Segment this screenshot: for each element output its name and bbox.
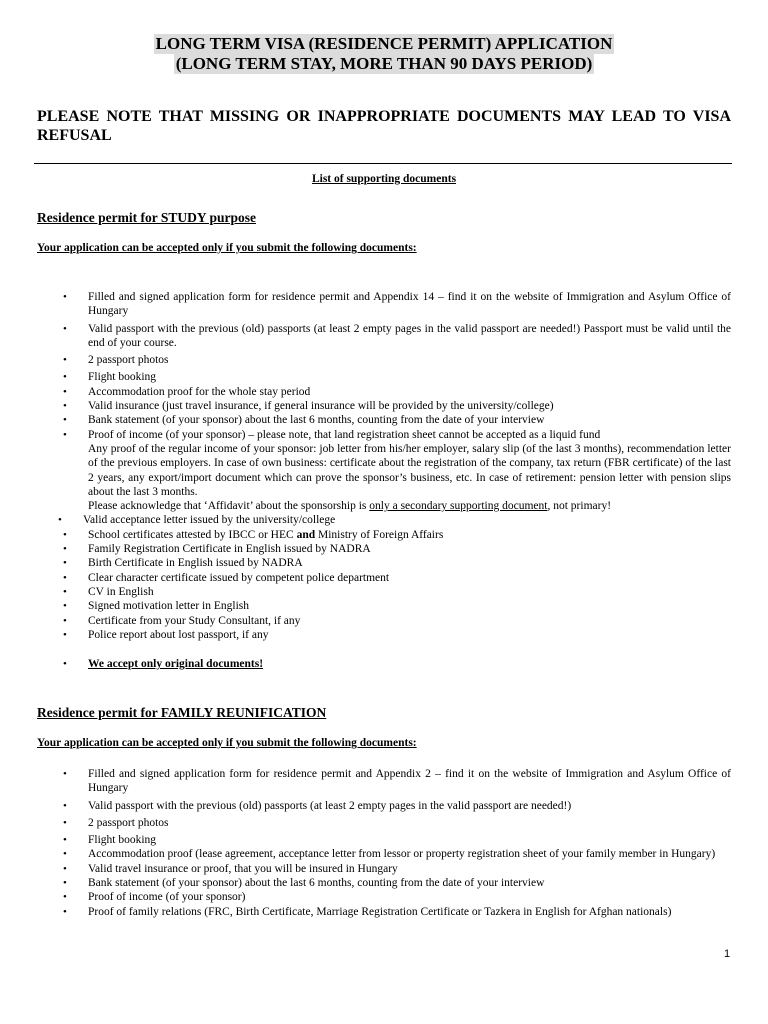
income-line-1: Proof of income (of your sponsor) – please note, that land registration sheet cannot be accepted as a liquid fund [88, 428, 601, 441]
list-item [0, 542, 768, 556]
list-item-bold: and [296, 528, 316, 541]
list-item-text: Flight booking [88, 371, 157, 384]
family-document-list [0, 767, 768, 919]
bullet-icon: • [63, 816, 67, 829]
list-item [0, 767, 768, 796]
study-section-note: Your application can be accepted only if you submit the following documents: [37, 242, 417, 254]
study-section-heading: Residence permit for STUDY purpose [37, 210, 256, 225]
bullet-icon: • [63, 862, 67, 875]
bullet-icon: • [63, 371, 67, 384]
page-number: 1 [724, 948, 731, 960]
bullet-icon: • [63, 414, 67, 427]
bullet-icon: • [63, 557, 67, 570]
list-item-text: Valid travel insurance or proof, that you will be insured in Hungary [88, 862, 398, 875]
bullet-icon: • [63, 322, 67, 335]
list-item-text: Ministry of Foreign Affairs [315, 528, 444, 541]
income-line-3 [88, 499, 731, 513]
list-title: List of supporting documents [311, 173, 457, 185]
list-item-text: Accommodation proof (lease agreement, acceptance letter from lessor or property registration sheet of your family member in Hungary) [88, 848, 716, 861]
list-item [0, 890, 768, 904]
list-item-text: Valid insurance (just travel insurance, if general insurance will be provided by the university/college) [88, 400, 554, 413]
original-documents-note: We accept only original documents! [88, 658, 264, 671]
list-item [0, 862, 768, 876]
list-item [0, 876, 768, 890]
list-item-text: Bank statement (of your sponsor) about the last 6 months, counting from the date of your interview [88, 414, 545, 427]
list-item-text: Valid acceptance letter issued by the university/college [83, 514, 336, 527]
list-item [0, 628, 768, 642]
list-item-text: Signed motivation letter in English [88, 600, 249, 613]
list-item [0, 528, 768, 542]
list-item [0, 571, 768, 585]
list-item [0, 370, 768, 384]
list-item [0, 322, 768, 351]
list-item-income [0, 428, 768, 514]
bullet-icon: • [63, 543, 67, 556]
income-note-end: , not primary! [547, 500, 612, 513]
horizontal-divider [34, 163, 732, 164]
list-item-text: Clear character certificate issued by competent police department [88, 571, 390, 584]
study-document-list [0, 290, 768, 671]
list-item-text: School certificates attested by IBCC or HEC [88, 528, 297, 541]
list-item-text: Proof of income (of your sponsor) [88, 891, 246, 904]
list-item-text: Proof of family relations (FRC, Birth Certificate, Marriage Registration Certificate or Tazkera in English for Afghan nationals) [88, 905, 672, 918]
bullet-icon: • [63, 628, 67, 641]
list-item [0, 413, 768, 427]
bullet-icon: • [63, 658, 67, 671]
list-item [0, 847, 768, 861]
bullet-icon: • [63, 354, 67, 367]
list-item [0, 290, 768, 319]
list-item-text: Police report about lost passport, if any [88, 628, 269, 641]
title-line-2: (LONG TERM STAY, MORE THAN 90 DAYS PERIOD) [175, 54, 593, 73]
list-item-text: Valid passport with the previous (old) passports (at least 2 empty pages in the valid passport are needed!) Passport must be valid until the end of your course. [88, 322, 731, 349]
bullet-icon: • [63, 571, 67, 584]
bullet-icon: • [63, 834, 67, 847]
bullet-icon: • [63, 905, 67, 918]
family-section-heading: Residence permit for FAMILY REUNIFICATION [37, 705, 327, 720]
list-item-text: Flight booking [88, 834, 157, 847]
bullet-icon: • [63, 891, 67, 904]
list-item-text: Valid passport with the previous (old) passports (at least 2 empty pages in the valid passport are needed!) [88, 799, 572, 812]
list-item-original [0, 657, 768, 671]
income-note-emphasis: only a secondary supporting document [369, 500, 548, 513]
list-item-text: Birth Certificate in English issued by NADRA [88, 557, 303, 570]
bullet-icon: • [63, 799, 67, 812]
list-item [0, 799, 768, 813]
list-item-text: CV in English [88, 585, 154, 598]
bullet-icon: • [63, 877, 67, 890]
list-item-text: Family Registration Certificate in English issued by NADRA [88, 543, 371, 556]
bullet-icon: • [63, 585, 67, 598]
bullet-icon: • [63, 528, 67, 541]
list-item-text: Certificate from your Study Consultant, if any [88, 614, 301, 627]
bullet-icon: • [58, 514, 62, 527]
list-item-text: 2 passport photos [88, 816, 169, 829]
income-line-2: Any proof of the regular income of your sponsor: job letter from his/her employer, salary slip (of the last 3 months), recommendation letter of the previous employers. In case of own business: certificate about the registration of the company, tax return (FBR certificate) of the last 2 years, any export/import document which can prove the sponsor’s business, etc. In case of retirement: pension letter with pension slips about the last 3 months. [88, 442, 731, 498]
list-item [0, 833, 768, 847]
list-item [0, 614, 768, 628]
bullet-icon: • [63, 400, 67, 413]
list-item [0, 556, 768, 570]
bullet-icon: • [63, 614, 67, 627]
list-item [0, 353, 768, 367]
bullet-icon: • [63, 291, 67, 303]
title-line-1: LONG TERM VISA (RESIDENCE PERMIT) APPLICATION [155, 34, 613, 53]
list-item [0, 399, 768, 413]
list-item-text: 2 passport photos [88, 354, 169, 367]
income-note-text: Please acknowledge that ‘Affidavit’ about the sponsorship is [88, 500, 370, 513]
list-item-text: Filled and signed application form for residence permit and Appendix 14 – find it on the website of Immigration and Asylum Office of Hungary [88, 291, 731, 318]
list-item [0, 816, 768, 830]
list-item-text: Accommodation proof for the whole stay period [88, 385, 311, 398]
list-item [0, 599, 768, 613]
refusal-warning: PLEASE NOTE THAT MISSING OR INAPPROPRIATE DOCUMENTS MAY LEAD TO VISA REFUSAL [37, 108, 731, 144]
list-item-text: Bank statement (of your sponsor) about the last 6 months, counting from the date of your interview [88, 877, 545, 890]
bullet-icon: • [63, 385, 67, 398]
bullet-icon: • [63, 848, 67, 861]
bullet-icon: • [63, 428, 67, 441]
list-item [0, 905, 768, 919]
list-item [0, 385, 768, 399]
bullet-icon: • [63, 768, 67, 780]
list-item [0, 585, 768, 599]
bullet-icon: • [63, 600, 67, 613]
document-title [0, 34, 768, 74]
list-item [0, 513, 768, 527]
list-item-text: Filled and signed application form for residence permit and Appendix 2 – find it on the website of Immigration and Asylum Office of Hungary [88, 768, 731, 795]
family-section-note: Your application can be accepted only if you submit the following documents: [37, 737, 417, 749]
